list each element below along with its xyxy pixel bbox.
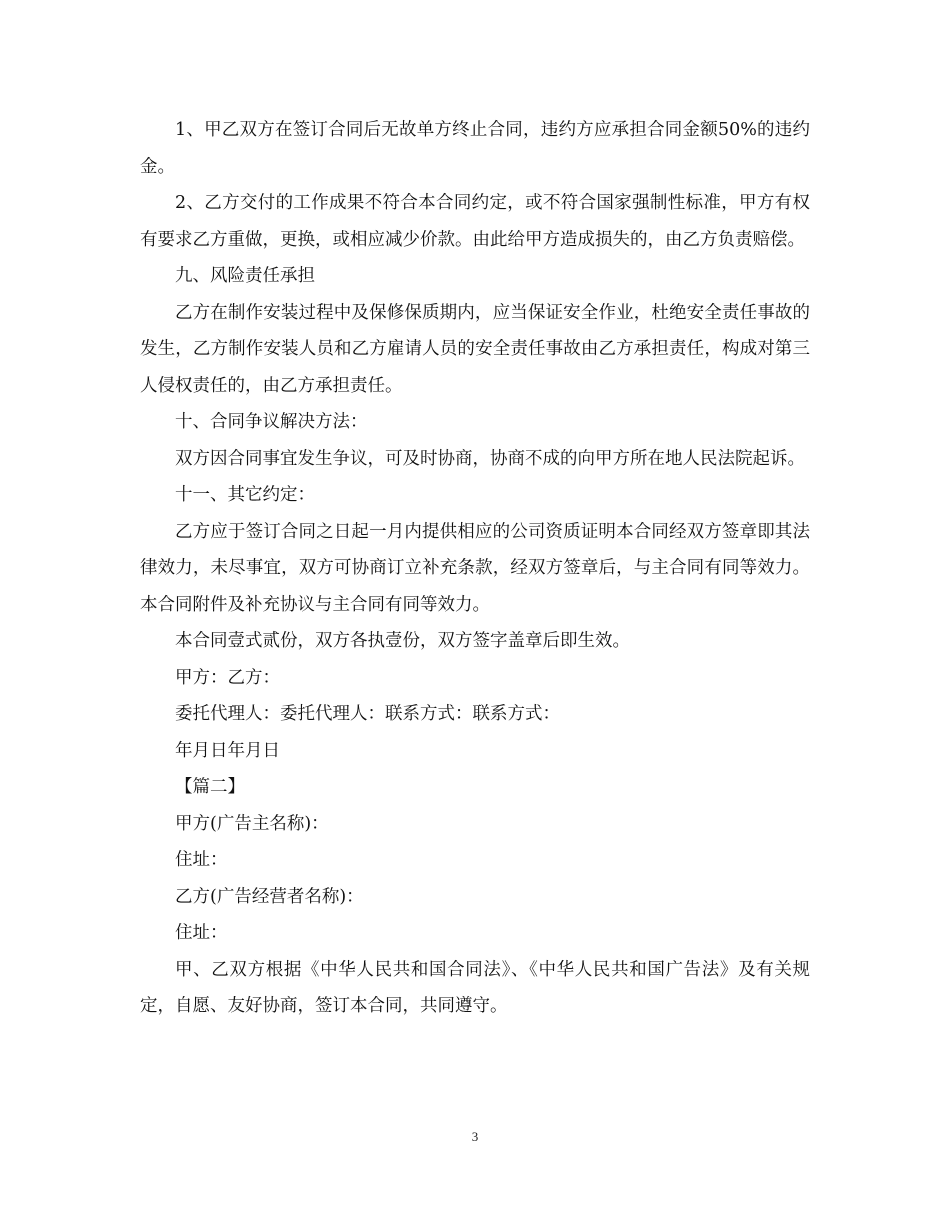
section-heading-risk: 九、风险责任承担 — [175, 266, 315, 286]
document-body — [140, 112, 810, 1025]
clause-breach-termination: 1、甲乙双方在签订合同后无故单方终止合同，违约方应承担合同金额50%的违约金。 — [140, 120, 810, 177]
party-a-name: 甲方(广告主名称)： — [175, 813, 329, 834]
signature-dates: 年月日年月日 — [175, 740, 280, 761]
clause-copies: 本合同壹式贰份，双方各执壹份，双方签字盖章后即生效。 — [175, 631, 630, 651]
signature-parties: 甲方：乙方： — [175, 667, 280, 688]
clause-dispute-resolution: 双方因合同事宜发生争议，可及时协商，协商不成的向甲方所在地人民法院起诉。 — [175, 448, 805, 469]
part-two-heading: 【篇二】 — [175, 777, 245, 797]
signature-agents: 委托代理人：委托代理人：联系方式：联系方式： — [175, 704, 560, 724]
clause-work-nonconformity: 2、乙方交付的工作成果不符合本合同约定，或不符合国家强制性标准，甲方有权有要求乙方重做，更换，或相应减少价款。由此给甲方造成损失的，由乙方负责赔偿。 — [140, 193, 810, 250]
preamble-basis: 甲、乙双方根据《中华人民共和国合同法》、《中华人民共和国广告法》及有关规定，自愿、友好协商，签订本合同，共同遵守。 — [140, 959, 810, 1016]
page-number: 3 — [471, 1129, 479, 1144]
party-a-address: 住址： — [175, 850, 228, 870]
party-b-name: 乙方(广告经营者名称)： — [175, 886, 364, 907]
section-heading-other: 十一、其它约定： — [175, 485, 315, 505]
clause-safety-responsibility: 乙方在制作安装过程中及保修保质期内，应当保证安全作业，杜绝安全责任事故的发生，乙方制作安装人员和乙方雇请人员的安全责任事故由乙方承担责任，构成对第三人侵权责任的，由乙方承担责任。 — [140, 302, 810, 396]
party-b-address: 住址： — [175, 923, 228, 943]
section-heading-dispute: 十、合同争议解决方法： — [175, 412, 368, 432]
clause-other-terms: 乙方应于签订合同之日起一月内提供相应的公司资质证明本合同经双方签章即其法律效力，未尽事宜，双方可协商订立补充条款，经双方签章后，与主合同有同等效力。本合同附件及补充协议与主合同有同等效力。 — [140, 521, 810, 615]
